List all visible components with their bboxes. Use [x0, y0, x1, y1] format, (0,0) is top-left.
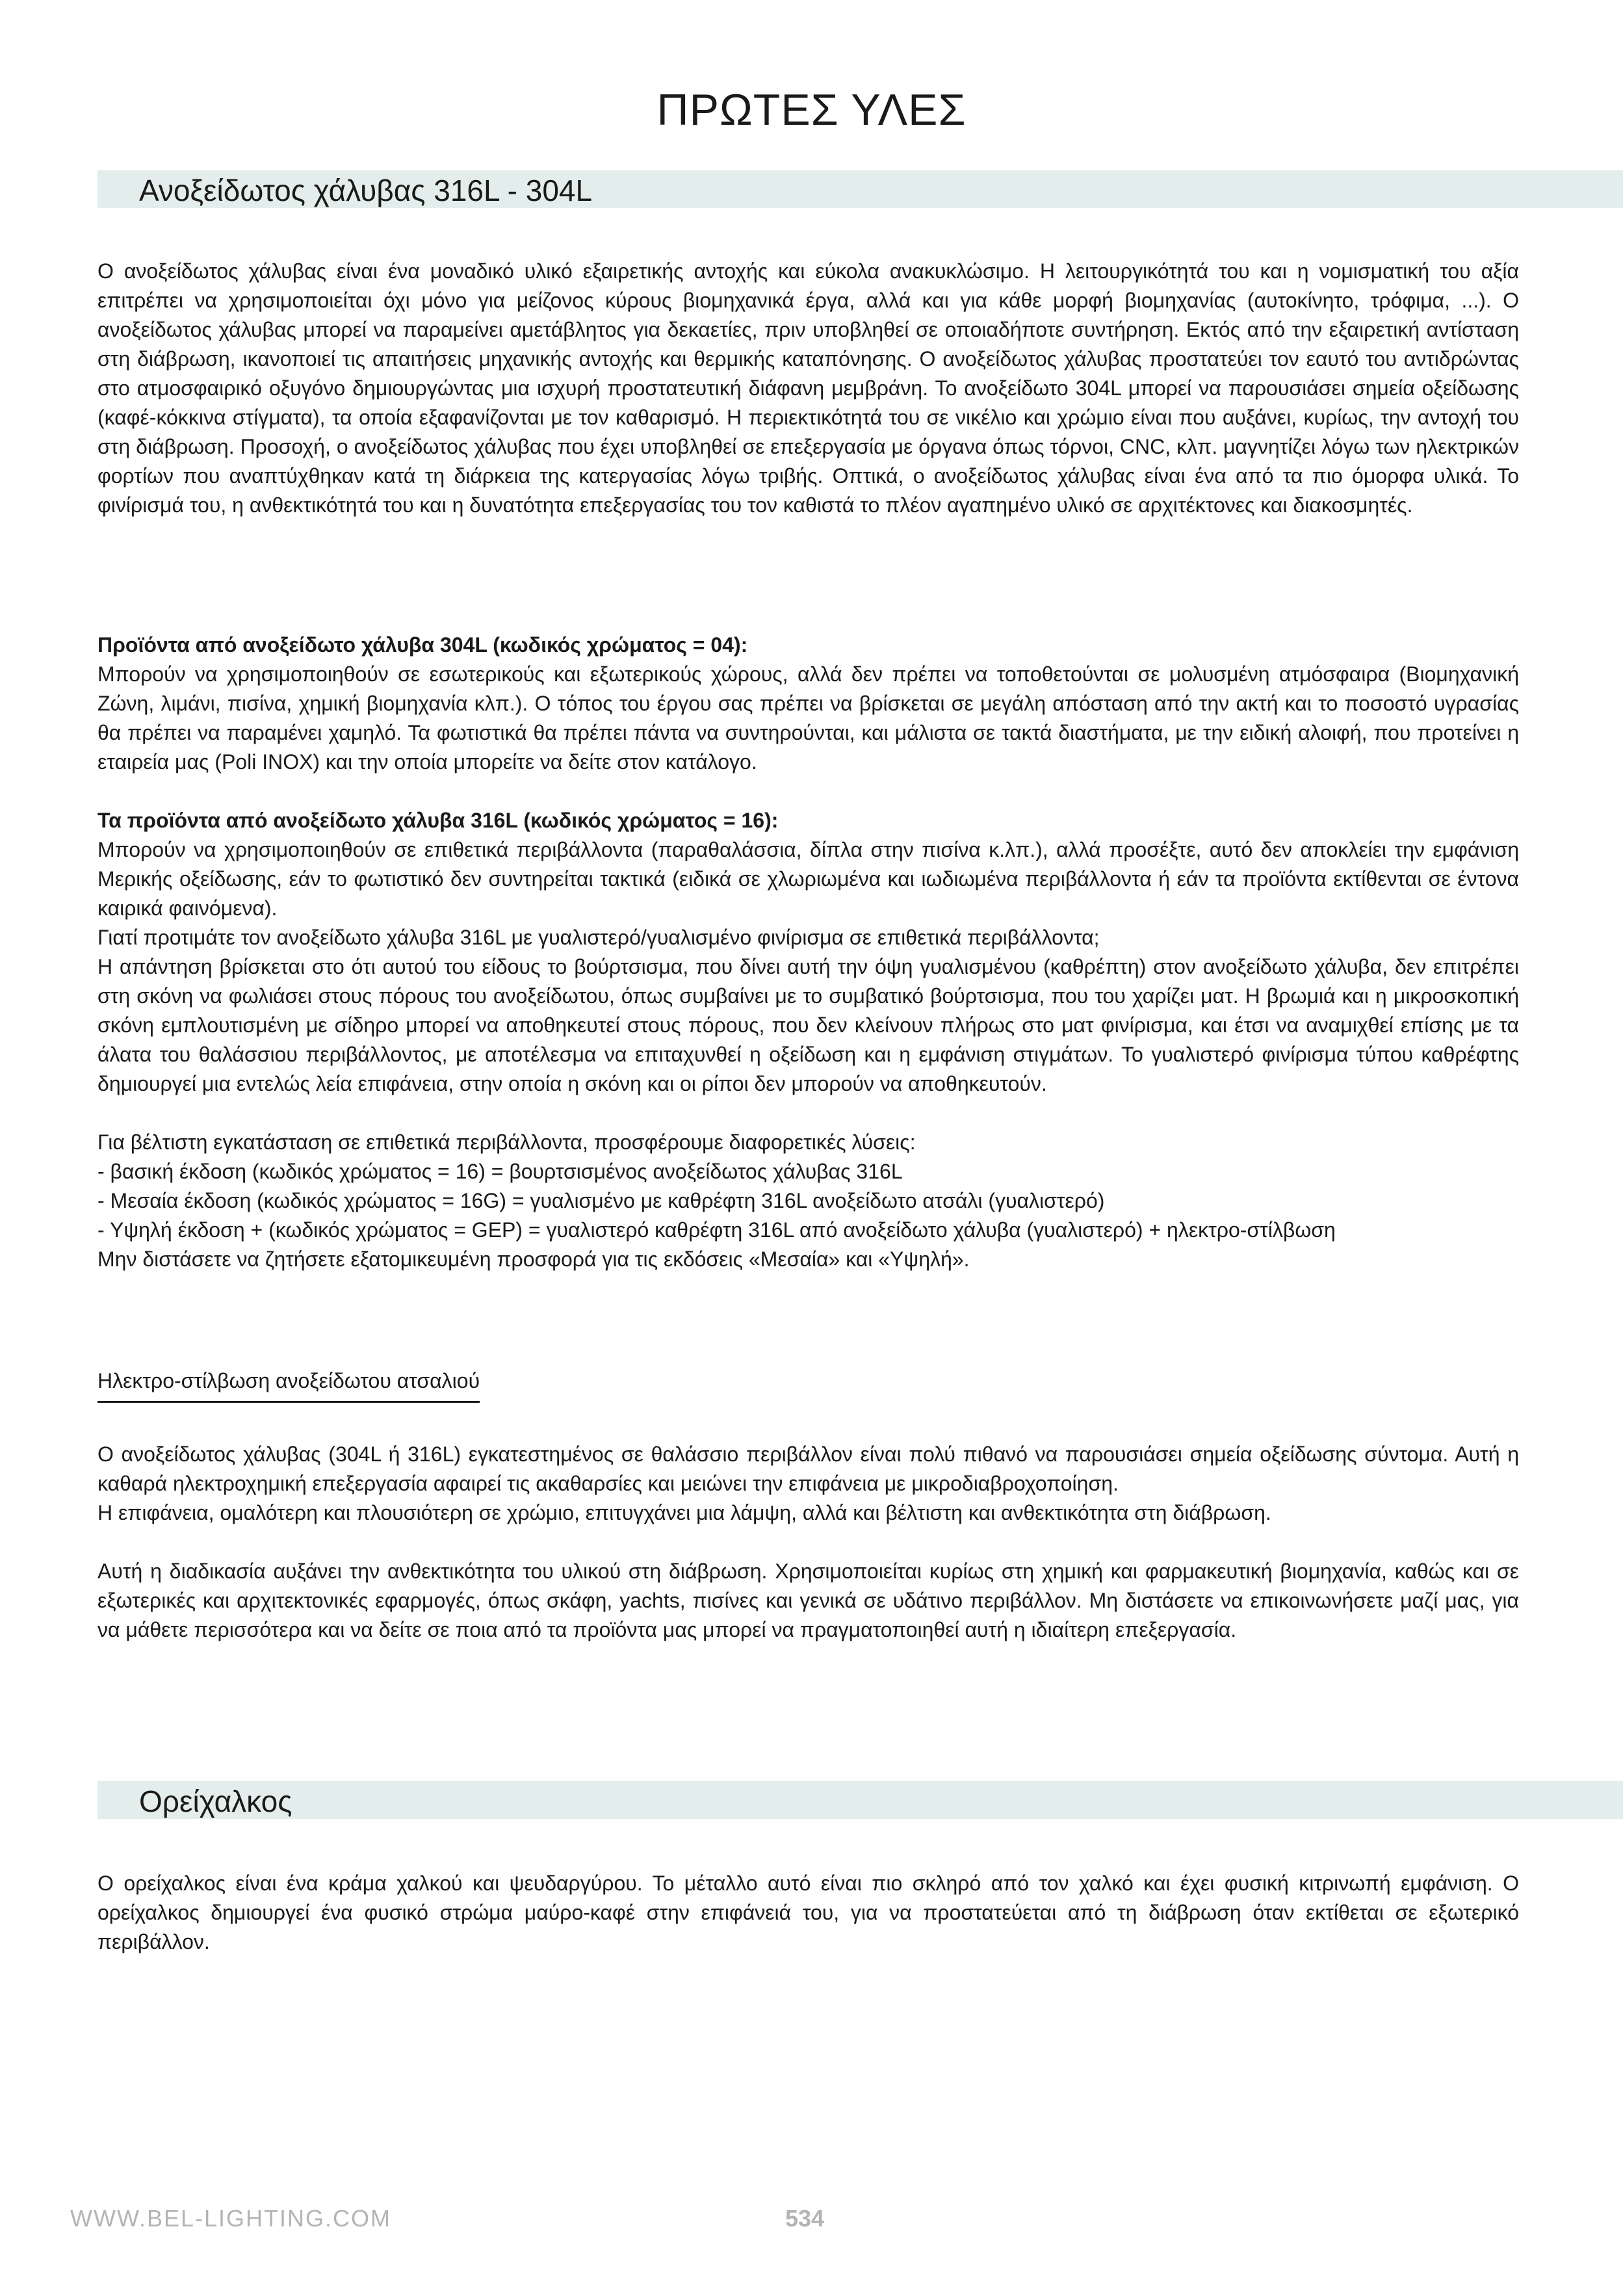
stainless-products [97, 631, 1519, 1274]
brass-paragraph: Ο ορείχαλκος είναι ένα κράμα χαλκού και ψευδαργύρου. Το μέταλλο αυτό είναι πιο σκληρό από τον χαλκό και έχει φυσική κιτρινωπή εμφάνιση. Ο ορείχαλκος δημιουργεί ένα φυσικό στρώμα μαύρο-καφέ στην επιφάνειά του, για να προστατεύεται από τη διάβρωση όταν εκτίθεται σε εξωτερικό περιβάλλον. [97, 1872, 1519, 1953]
solutions-outro: Μην διστάσετε να ζητήσετε εξατομικευμένη προσφορά για τις εκδόσεις «Μεσαία» και «Υψηλή». [97, 1247, 970, 1271]
electropolishing-paragraph-1: Ο ανοξείδωτος χάλυβας (304L ή 316L) εγκατεστημένος σε θαλάσσιο περιβάλλον είναι πολύ πιθανό να παρουσιάσει σημεία οξείδωσης σύντομα. Αυτή η καθαρά ηλεκτροχημική επεξεργασία αφαιρεί τις ακαθαρσίες και μειώνει την επιφάνεια με μικροδιαβροχοποίηση. [97, 1442, 1519, 1495]
solution-basic: - βασική έκδοση (κωδικός χρώματος = 16) = βουρτσισμένος ανοξείδωτος χάλυβας 316L [97, 1160, 903, 1183]
footer-website: WWW.BEL-LIGHTING.COM [70, 2205, 391, 2232]
section-header-stainless-steel [97, 170, 1623, 208]
intro-paragraph: Ο ανοξείδωτος χάλυβας είναι ένα μοναδικό υλικό εξαιρετικής αντοχής και εύκολα ανακυκλώσιμο. Η λειτουργικότητά του και η νομισματική του αξία επιτρέπει να χρησιμοποιείται όχι μόνο για μείζονος κύρους βιομηχανικά έργα, αλλά και για κάθε μορφή βιομηχανίας (αυτοκίνητο, τρόφιμα, ...). Ο ανοξείδωτος χάλυβας μπορεί να παραμείνει αμετάβλητος για δεκαετίες, πριν υποβληθεί σε οποιαδήποτε συντήρηση. Εκτός από την εξαιρετική αντίσταση στη διάβρωση, ικανοποιεί τις απαιτήσεις μηχανικής αντοχής και θερμικής καταπόνησης. Ο ανοξείδωτος χάλυβας προστατεύει τον εαυτό του αντιδρώντας στο ατμοσφαιρικό οξυγόνο δημιουργώντας μια ισχυρή προστατευτική διάφανη μεμβράνη. Το ανοξείδωτο 304L μπορεί να παρουσιάσει σημεία οξείδωσης (καφέ-κόκκινα στίγματα), τα οποία εξαφανίζονται με τον καθαρισμό. Η περιεκτικότητά του σε νικέλιο και χρώμιο είναι που αυξάνει, κυρίως, την αντοχή του στη διάβρωση. Προσοχή, ο ανοξείδωτος χάλυβας που έχει υποβληθεί σε επεξεργασία με όργανα όπως τόρνοι, CNC, κλπ. μαγνητίζει λόγω των ηλεκτρικών φορτίων που αναπτύχθηκαν κατά τη διάρκεια της κατεργασίας λόγω τριβής. Οπτικά, ο ανοξείδωτος χάλυβας είναι ένα από τα πιο όμορφα υλικά. Το φινίρισμά του, η ανθεκτικότητά του και η δυνατότητα επεξεργασίας του τον καθιστά το πλέον αγαπημένο υλικό σε αρχιτέκτονες και διακοσμητές. [97, 259, 1519, 517]
section-title: Ανοξείδωτος χάλυβας 316L - 304L [139, 174, 593, 207]
stainless-intro [97, 257, 1519, 520]
question-text: Γιατί προτιμάτε τον ανοξείδωτο χάλυβα 316L με γυαλιστερό/γυαλισμένο φινίρισμα σε επιθετικά περιβάλλοντα; [97, 926, 1100, 949]
solution-medium: - Μεσαία έκδοση (κωδικός χρώματος = 16G) = γυαλισμένο με καθρέφτη 316L ανοξείδωτο ατσάλι (γυαλιστερό) [97, 1189, 1105, 1212]
answer-text: Η απάντηση βρίσκεται στο ότι αυτού του είδους το βούρτσισμα, που δίνει αυτή την όψη γυαλισμένου (καθρέπτη) στον ανοξείδωτο χάλυβα, δεν επιτρέπει στη σκόνη να φωλιάσει στους πόρους του ανοξείδωτου, όπως συμβαίνει με το συμβατικό βούρτσισμα, που του χαρίζει ματ. Η βρωμιά και η μικροσκοπική σκόνη εμπλουτισμένη με σίδηρο μπορεί να αποθηκευτεί στους πόρους, που δεν κλείνουν πλήρως στο ματ φινίρισμα, και έτσι να αναμιχθεί επίσης με τα άλατα του θαλάσσιου περιβάλλοντος, με αποτέλεσμα να επιταχυνθεί η οξείδωση και η εμφάνιση στιγμάτων. Το γυαλιστερό φινίρισμα τύπου καθρέφτης δημιουργεί μια εντελώς λεία επιφάνεια, στην οποία η σκόνη και οι ρίποι δεν μπορούν να αποθηκευτούν. [97, 955, 1519, 1095]
section-title: Ορείχαλκος [139, 1784, 292, 1818]
page-number: 534 [785, 2205, 825, 2232]
solution-high: - Υψηλή έκδοση + (κωδικός χρώματος = GEP) = γυαλιστερό καθρέφτη 316L από ανοξείδωτο χάλυβα (γυαλιστερό) + ηλεκτρο-στίλβωση [97, 1218, 1336, 1242]
electropolishing-paragraph-1b: Η επιφάνεια, ομαλότερη και πλουσιότερη σε χρώμιο, επιτυγχάνει μια λάμψη, αλλά και βέλτιστη και ανθεκτικότητα στη διάβρωση. [97, 1501, 1271, 1524]
product-304-text: Μπορούν να χρησιμοποιηθούν σε εσωτερικούς και εξωτερικούς χώρους, αλλά δεν πρέπει να τοποθετούνται σε μολυσμένη ατμόσφαιρα (Βιομηχανική Ζώνη, λιμάνι, πισίνα, χημική βιομηχανία κλπ.). Ο τόπος του έργου σας πρέπει να βρίσκεται σε μεγάλη απόσταση από την ακτή και το ποσοστό υγρασίας θα πρέπει να παραμένει χαμηλό. Τα φωτιστικά θα πρέπει πάντα να συντηρούνται, και μάλιστα σε τακτά διαστήματα, με την ειδική αλοιφή, που προτείνει η εταιρεία μας (Poli INOX) και την οποία μπορείτε να δείτε στον κατάλογο. [97, 662, 1519, 774]
product-316-text: Μπορούν να χρησιμοποιηθούν σε επιθετικά περιβάλλοντα (παραθαλάσσια, δίπλα στην πισίνα κ.λπ.), αλλά προσέξτε, αυτό δεν αποκλείει την εμφάνιση Μερικής οξείδωσης, εάν το φωτιστικό δεν συντηρείται τακτικά (ειδικά σε χλωριωμένα και ιωδιωμένα περιβάλλοντα ή εάν τα προϊόντα εκτίθενται σε έντονα καιρικά φαινόμενα). [97, 838, 1519, 920]
page-title: ΠΡΩΤΕΣ ΥΛΕΣ [656, 85, 967, 135]
product-304-heading: Προϊόντα από ανοξείδωτο χάλυβα 304L (κωδικός χρώματος = 04): [97, 633, 748, 657]
section-header-brass [97, 1781, 1623, 1819]
product-316-heading: Τα προϊόντα από ανοξείδωτο χάλυβα 316L (κωδικός χρώματος = 16): [97, 809, 779, 832]
electropolishing-text [97, 1440, 1519, 1645]
electropolishing-paragraph-2: Αυτή η διαδικασία αυξάνει την ανθεκτικότητα του υλικού στη διάβρωση. Χρησιμοποιείται κυρίως στη χημική και φαρμακευτική βιομηχανία, καθώς και σε εξωτερικές και αρχιτεκτονικές εφαρμογές, όπως σκάφη, yachts, πισίνες και γενικά σε υδάτινο περιβάλλον. Μη διστάσετε να επικοινωνήσετε μαζί μας, για να μάθετε περισσότερα και να δείτε σε ποια από τα προϊόντα μας μπορεί να πραγματοποιηθεί αυτή η ιδιαίτερη επεξεργασία. [97, 1559, 1519, 1641]
solutions-intro: Για βέλτιστη εγκατάσταση σε επιθετικά περιβάλλοντα, προσφέρουμε διαφορετικές λύσεις: [97, 1130, 916, 1154]
electropolishing-heading: Ηλεκτρο-στίλβωση ανοξείδωτου ατσαλιού [97, 1366, 480, 1403]
brass-text [97, 1869, 1519, 1957]
